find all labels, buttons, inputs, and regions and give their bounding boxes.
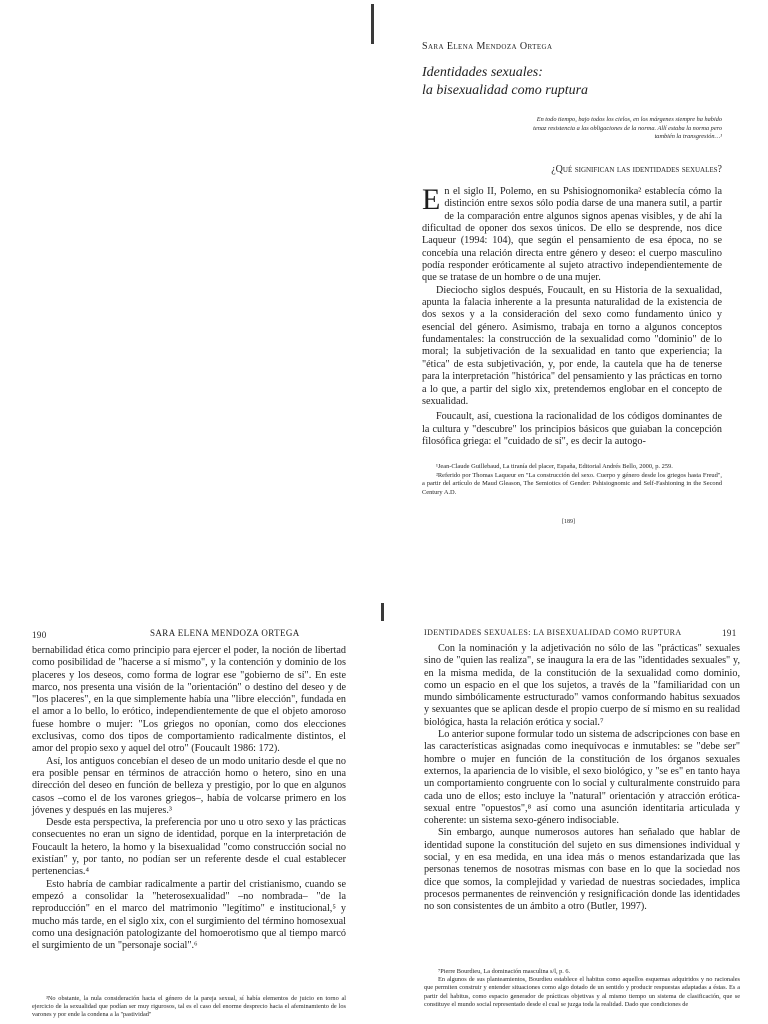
paragraph: bernabilidad ética como principio para ejercer el poder, la noción de libertad como posibilidad de "hacerse a sí mismo", y la contención y dominio de los placeres y los deseos, como forma de lograr ese "gobierno de sí". En este marco, nos presenta una visión de la "orientación" o destino del deseo y de "los placeres", en la que simplemente había una "libre elección", fundada en el amor a lo bello, lo erótico, independientemente de que el objeto amoroso fuese hombre o mujer: "Los griegos no oponían, como dos elecciones exclusivas, como dos tipos de comportamiento radicalmente distintos, el amor del propio sexo y aquel del otro" (Foucault 1986: 172). [32,645,346,755]
paragraph-text: n el siglo II, Polemo, en su Pshisiognomonika² establecía cómo la distinción entre sexos sólo podía darse de una manera sutil, a partir de la comparación entre algunos signos apenas visibles, y de ahí la dificultad de oponer dos sexos únicos. De ello se desprende, nos dice Laqueur (1994: 104), que según el pensamiento de esa época, no se concebía una relación directa entre género y deseo: el cuerpo masculino podía responder eróticamente al sujeto atractivo independientemente de que se tratase de un hombre o de una mujer. [422,186,722,284]
page-number: 190 [32,630,47,640]
paragraph: Sin embargo, aunque numerosos autores han señalado que hablar de identidad supone la constitución del sujeto en sus dimensiones individual y social, y en esa medida, en una idea más o menos estandarizada que las personas tenemos de nosotras mismas con base en lo que la sociedad nos dice que somos, la complejidad y variedad de nuestras sociedades, implica procesos permanentes de reinvención y resignificación donde las identidades no son consistentes de un ámbito a otro (Butler, 1997). [424,827,740,913]
paragraph: Esto habría de cambiar radicalmente a partir del cristianismo, cuando se empezó a consolidar la "heterosexualidad" –no nombrada– "de la reproducción" en el marco del matrimonio "legítimo" e institucional,⁵ y mucho más tarde, en el siglo xix, con el surgimiento del término homosexual como una designación patologizante del homoerotismo que al tiempo marcó el surgimiento de un "personaje social".⁶ [32,878,346,952]
chapter-title [422,64,588,100]
paragraph [422,183,722,285]
footnote: ⁷Pierre Bourdieu, La dominación masculina s/l, p. 6. [438,968,571,975]
drop-cap: E [422,183,441,216]
section-heading: ¿Qué significan las identidades sexuales? [551,164,722,175]
running-header: SARA ELENA MENDOZA ORTEGA [150,628,300,638]
page-191 [386,600,768,1024]
page-189 [382,0,768,560]
running-header: Sara Elena Mendoza Ortega [422,41,553,52]
top-binding-fold [371,4,374,44]
chapter-title-line-2: la bisexualidad como ruptura [422,83,589,98]
footnote: En algunos de sus planteamientos, Bourdieu establece el habitus como aquellos esquemas adquiridos y no racionales que permiten construir y entender situaciones como algo dotado de un sentido y producir respuestas adaptadas a éstas. Es a partir del habitus, como espacio generador de prácticas objetivas y al mismo tiempo un sistema de clasificación, que se constituye el mundo social representado desde el cual se juzga toda la realidad. Dado que condiciones de [424,976,740,1008]
paragraph: Dieciocho siglos después, Foucault, en su Historia de la sexualidad, apunta la falacia inherente a la presunta naturalidad de la existencia de dos sexos y a la consideración del sexo como fundamento único y esencial del género. Asimismo, trabaja en torno a algunos conceptos fundamentales: la construcción de la sexualidad como "dominio" de lo moral; la subjetivación de la sexualidad en tanto que experiencia; la "ética" de esta subjetivación, y, por ende, la cautela que ha de tenerse para la interpretación "histórica" del pensamiento y las prácticas en torno a lo que, a partir del siglo xix, pretendemos englobar en el concepto de sexualidad. [422,284,722,407]
paragraph: Lo anterior supone formular todo un sistema de adscripciones con base en las características asignadas como inequívocas e inmutables: se "debe ser" hombre o mujer en función de la constitución de los órganos sexuales externos, la apariencia de lo visible, el sexo biológico, y "se es" en tanto haya un comportamiento congruente con lo social y culturalmente construido para cada uno de ellos; esto incluye la "natural" orientación y atracción erótica-sexual entre "opuestos",⁸ así como una asunción identitaria articulada y coherente: un sistema sexo-género indisociable. [424,729,740,827]
paragraph: Con la nominación y la adjetivación no sólo de las "prácticas" sexuales sino de "quien las realiza", se inaugura la era de las "identidades sexuales" y, en la misma medida, de la constitución de la sexualidad como dominio, como un espacio en el que los sujetos, a través de la "familiaridad con un mundo simbólicamente estructurado" vamos conformando habitus sexuados y sexuantes que se aplican desde el propio cuerpo de sí mismo en su realidad biológica, hasta la relación erótica y social.⁷ [424,643,740,728]
footnotes [422,463,722,497]
body-text [422,183,722,448]
paragraph: Desde esta perspectiva, la preferencia por uno u otro sexo y las prácticas consecuentes no eran un signo de identidad, porque en la interpretación de Foucault la hetero, la homo y la bisexualidad "como construcción social no existían" y, por tanto, no podían ser un referente desde el cual establecer pertenencias.⁴ [32,817,346,878]
page-number: [189] [562,519,575,525]
footnote-left [32,995,346,1020]
page-190 [0,600,382,1024]
footnotes [424,968,740,1009]
body-text [32,645,346,952]
paragraph: Foucault, así, cuestiona la racionalidad de los códigos dominantes de la cultura y "descubre" los principios básicos que guiaban la concepción filosófica griega: el "cuidado de sí", es decir la autogo- [422,411,722,447]
footnote: ¹Jean-Claude Guillebaud, La tiranía del placer, España, Editorial Andrés Bello, 2000, p. 259. [436,463,673,470]
chapter-title-line-1: Identidades sexuales: [422,65,543,80]
page-number: 191 [722,628,737,638]
paragraph: Así, los antiguos concebían el deseo de un modo unitario desde el que no era posible pensar en términos de atracción homo o hetero, sino en una dirección del deseo en función de belleza y prestigio, por lo que en algunos casos –como el de los varones griegos–, había de volcarse primero en los jóvenes y después en las mujeres.³ [32,755,346,816]
epigraph: En todo tiempo, bajo todos los cielos, en los márgenes siempre ha habido tenaz resistencia a las obligaciones de la norma. Allí estaba la norma pero también la transgresión…¹ [533,116,722,140]
footnote: ²Referido por Thomas Laqueur en "La construcción del sexo. Cuerpo y género desde los griegos hasta Freud", a partir del artículo de Maud Gleason, The Semiotics of Gender: Pshisiognomic and Self-Fashioning in the Second Century A.D. [422,471,722,496]
body-text [424,643,740,914]
footnote: ³No obstante, la nula consideración hacia el género de la pareja sexual, sí había elementos de juicio en torno al ejercicio de la sexualidad que podían ser muy rigurosos, tal es el caso del enorme desprecio hacia el afeminamiento de los varones y por ende la condena a la "pastividad" [32,995,346,1019]
running-header: IDENTIDADES SEXUALES: LA BISEXUALIDAD COMO RUPTURA [424,628,682,637]
